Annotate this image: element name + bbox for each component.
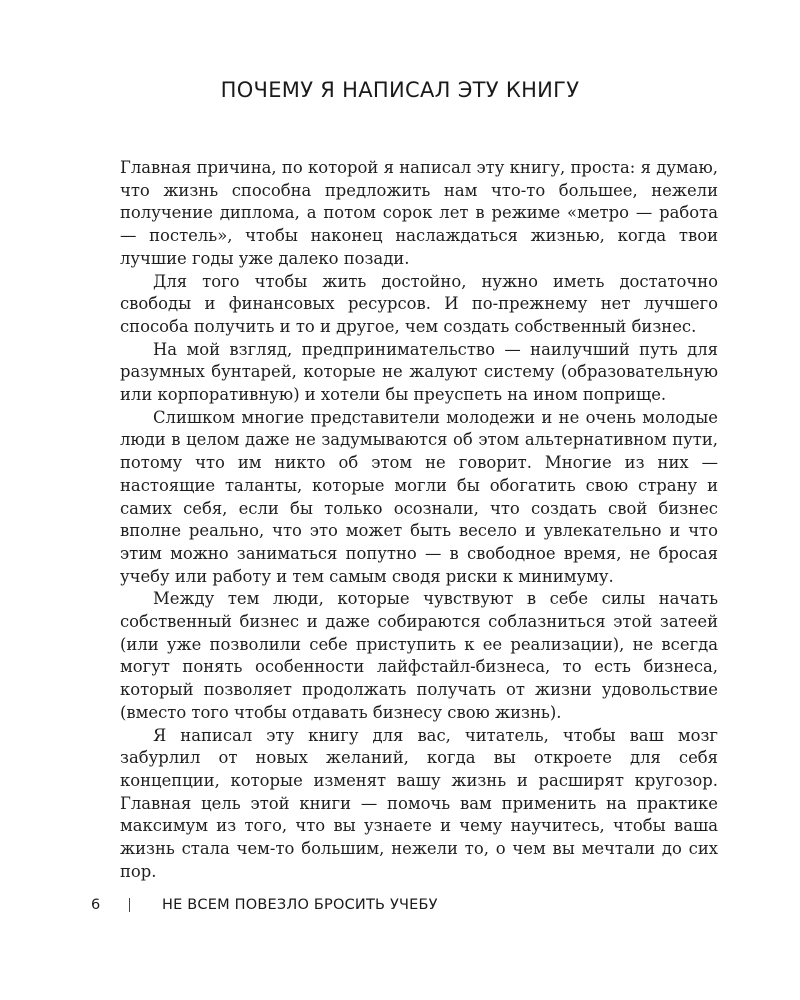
running-title: НЕ ВСЕМ ПОВЕЗЛО БРОСИТЬ УЧЕБУ xyxy=(162,897,438,913)
page-number: 6 xyxy=(91,897,101,913)
paragraph: Для того чтобы жить достойно, нужно иметь достаточно свободы и финансовых ресурсов. И по-прежнему нет лучшего способа получить и то и другое, чем создать собственный бизнес. xyxy=(120,271,718,336)
paragraph: Главная причина, по которой я написал эту книгу, проста: я думаю, что жизнь способна предложить нам что-то большее, нежели получение диплома, а потом сорок лет в режиме «метро — работа — постель», чтобы наконец наслаждаться жизнью, когда твои лучшие годы уже далеко позади. xyxy=(120,158,718,268)
paragraph: Между тем люди, которые чувствуют в себе силы начать собственный бизнес и даже собираются соблазниться этой затеей (или уже позволили себе приступить к ее реализации), не всегда могут понять особенности лайфстайл-бизнеса, то есть бизнеса, который позволяет продолжать получать от жизни удовольствие (вместо того чтобы отдавать бизнесу свою жизнь). xyxy=(120,589,718,722)
paragraph: Слишком многие представители молодежи и не очень молодые люди в целом даже не задумываются об этом альтернативном пути, потому что им никто об этом не говорит. Многие из них — настоящие таланты, которые могли бы обогатить свою страну и самих себя, если бы только осознали, что создать свой бизнес вполне реально, что это может быть весело и увлекательно и что этим можно заниматься попутно — в свободное время, не бросая учебу или работу и тем самым сводя риски к минимуму. xyxy=(120,407,718,586)
chapter-title: ПОЧЕМУ Я НАПИСАЛ ЭТУ КНИГУ xyxy=(220,78,580,102)
body-text xyxy=(120,157,718,884)
page-footer xyxy=(91,897,438,913)
paragraph: Я написал эту книгу для вас, читатель, чтобы ваш мозг забурлил от новых желаний, когда вы откроете для себя концепции, которые изменят вашу жизнь и расширят кругозор. Главная цель этой книги — помочь вам применить на практике максимум из того, что вы узнаете и чему научитесь, чтобы ваша жизнь стала чем-то большим, нежели то, о чем вы мечтали до сих пор. xyxy=(120,725,718,881)
footer-divider xyxy=(129,898,130,912)
paragraph: На мой взгляд, предпринимательство — наилучший путь для разумных бунтарей, которые не жалуют систему (образовательную или корпоративную) и хотели бы преуспеть на ином поприще. xyxy=(120,339,718,405)
